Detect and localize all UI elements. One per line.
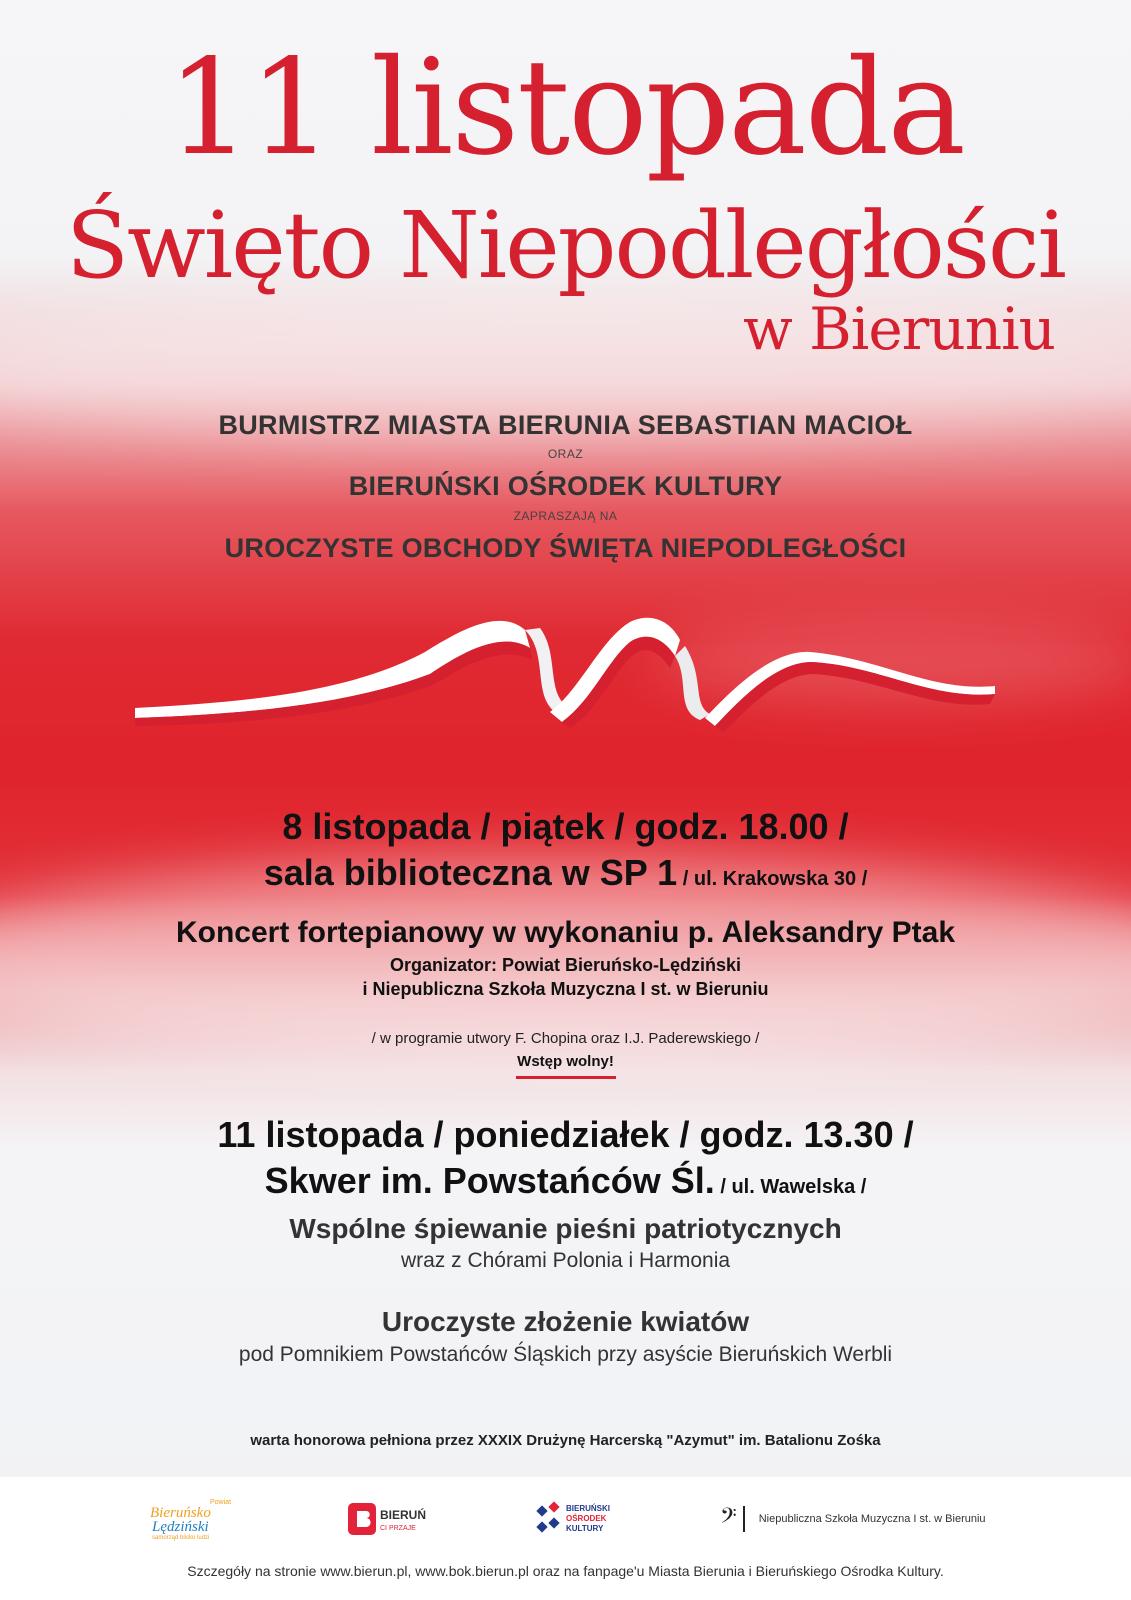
svg-text:Bieruńsko: Bieruńsko: [150, 1505, 211, 1521]
powiat-logo-graphic: [148, 1497, 244, 1541]
event1-concert: Koncert fortepianowy w wykonaniu p. Aleksandry Ptak: [175, 916, 956, 949]
event1-organizer-2: i Niepubliczna Szkoła Muzyczna I st. w Bieruniu: [362, 979, 769, 999]
event1-venue-name: sala biblioteczna w SP 1: [263, 852, 678, 893]
music-school-name: Niepubliczna Szkoła Muzyczna I st. w Bieruniu: [758, 1513, 986, 1525]
event2-flowers-subtitle: pod Pomnikiem Powstańców Śląskich przy asyście Bieruńskich Werbli: [238, 1343, 893, 1366]
event2-date: 11 listopada / poniedziałek / godz. 13.30 /: [217, 1114, 914, 1155]
conjunction: ORAZ: [547, 447, 584, 461]
svg-text:Powiat: Powiat: [210, 1499, 232, 1506]
details-note: Szczegóły na stronie www.bierun.pl, www.bok.bierun.pl oraz na fanpage'u Miasta Bierunia i Bieruńskiego Ośrodka Kultury.: [187, 1563, 944, 1579]
event2-singing-title: Wspólne śpiewanie pieśni patriotycznych: [289, 1213, 842, 1244]
event2-venue: [0, 1160, 1131, 1201]
event1-address: / ul. Krakowska 30 /: [677, 868, 868, 890]
bok-logo: [536, 1497, 632, 1541]
event2-singing-subtitle: wraz z Chórami Polonia i Harmonia: [400, 1249, 731, 1272]
poster-title-date: 11 listopada: [166, 31, 964, 185]
event1-venue: [0, 852, 1131, 893]
polish-flag-ribbon-icon: [130, 600, 1000, 740]
event2-venue-name: Skwer im. Powstańców Śl.: [264, 1160, 715, 1201]
invite-phrase: ZAPRASZAJĄ NA: [513, 509, 618, 523]
footer-logos: [0, 1477, 1131, 1600]
svg-text:BIERUŃ: BIERUŃ: [380, 1508, 427, 1522]
svg-text:CI PRZAJE: CI PRZAJE: [380, 1525, 416, 1532]
powiat-logo: [148, 1497, 244, 1541]
event2-address: / ul. Wawelska /: [714, 1176, 867, 1198]
honor-guard-note: warta honorowa pełniona przez XXXIX Drużynę Harcerską "Azymut" im. Batalionu Zośka: [250, 1432, 881, 1449]
music-school-logo: [720, 1497, 986, 1541]
bok-logo-graphic: [536, 1497, 632, 1541]
entry-underline: [516, 1076, 616, 1079]
bass-clef-icon: 𝄢: [720, 1503, 737, 1534]
svg-text:Lędziński: Lędziński: [152, 1519, 209, 1535]
poster-title-place: w Bieruniu: [743, 295, 1055, 363]
host-culture-center: BIERUŃSKI OŚRODEK KULTURY: [348, 471, 783, 501]
bierun-logo-graphic: [348, 1499, 432, 1539]
event2-flowers-title: Uroczyste złożenie kwiatów: [381, 1306, 750, 1337]
occasion: UROCZYSTE OBCHODY ŚWIĘTA NIEPODLEGŁOŚCI: [224, 533, 907, 563]
host-mayor: BURMISTRZ MIASTA BIERUNIA SEBASTIAN MACIOŁ: [218, 410, 913, 440]
svg-text:samorząd blisko ludzi: samorząd blisko ludzi: [152, 1535, 210, 1541]
event1-date: 8 listopada / piątek / godz. 18.00 /: [282, 806, 849, 847]
svg-text:BIERUŃSKI: BIERUŃSKI: [566, 1504, 611, 1513]
event1-organizer-1: Organizator: Powiat Bieruńsko-Lędziński: [389, 955, 742, 975]
poster-title-holiday: Święto Niepodległości: [66, 192, 1065, 299]
svg-text:OŚRODEK: OŚRODEK: [566, 1514, 607, 1523]
event1-program: / w programie utwory F. Chopina oraz I.J. Paderewskiego /: [371, 1030, 760, 1047]
bierun-logo: [348, 1497, 432, 1541]
svg-text:KULTURY: KULTURY: [566, 1524, 604, 1533]
event1-entry: Wstęp wolny!: [517, 1053, 614, 1070]
